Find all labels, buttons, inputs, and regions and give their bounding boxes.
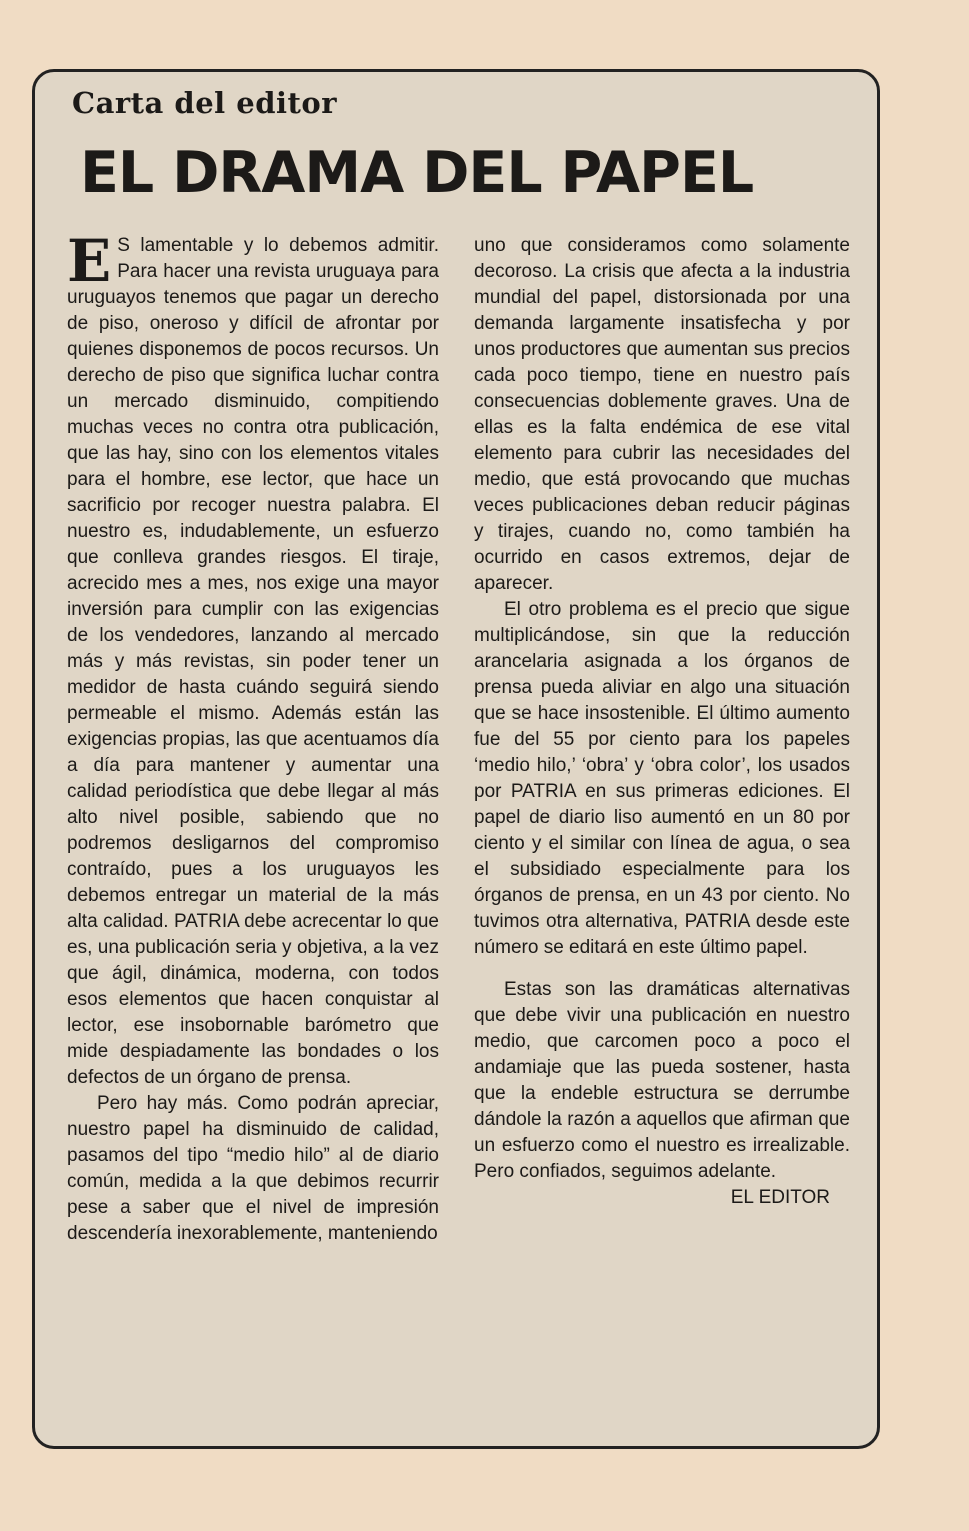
paragraph: uno que consideramos como solamente decoroso. La crisis que afecta a la industria mundial del papel, distorsionada por una demanda largamente insatisfecha y por unos productores que aumentan sus precios cada poco tiempo, tiene en nuestro país consecuencias doblemente graves. Una de ellas es la falta endémica de ese vital elemento para cubrir las necesidades del medio, que está provocando que muchas veces publicaciones deban reducir páginas y tirajes, cuando no, como también ha ocurrido en casos extremos, dejar de aparecer. [474,235,850,594]
paragraph: Pero hay más. Como podrán apreciar, nuestro papel ha disminuido de calidad, pasamos del tipo “medio hilo” al de diario común, medida a la que debimos recurrir pese a saber que el nivel de impresión descendería inexorablemente, manteniendo [67,1093,439,1244]
drop-cap: E [67,227,112,295]
section-kicker: Carta del editor [72,86,338,120]
signature: EL EDITOR [730,1187,830,1208]
left-column [67,227,439,1247]
headline: EL DRAMA DEL PAPEL [80,140,754,206]
paragraph: Estas son las dramáticas alternativas que debe vivir una publicación en nuestro medio, que carcomen poco a poco el andamiaje que las pueda sostener, hasta que la endeble estructura se derrumbe dándole la razón a aquellos que afirman que un esfuerzo como el nuestro es irrealizable. Pero confiados, seguimos adelante. [474,979,850,1182]
paragraph: El otro problema es el precio que sigue multiplicándose, sin que la reducción arancelaria asignada a los órganos de prensa pueda aliviar en algo una situación que se hace insostenible. El último aumento fue del 55 por ciento para los papeles ‘medio hilo,’ ‘obra’ y ‘obra color’, los usados por PATRIA en sus primeras ediciones. El papel de diario liso aumentó en un 80 por ciento y el similar con línea de agua, o sea el subsidiado especialmente para los órganos de prensa, en un 43 por ciento. No tuvimos otra alternativa, PATRIA desde este número se editará en este último papel. [474,599,850,958]
paragraph-text: S lamentable y lo debemos admitir. Para hacer una revista uruguaya para uruguayos tenemos que pagar un derecho de piso, oneroso y difícil de afrontar por quienes disponemos de pocos recursos. Un derecho de piso que significa luchar contra un mercado disminuido, compitiendo muchas veces no contra otra publicación, que las hay, sino con los elementos vitales para el hombre, ese lector, que hace un sacrificio por recoger nuestra palabra. El nuestro es, indudablemente, un esfuerzo que conlleva grandes riesgos. El tiraje, acrecido mes a mes, nos exige una mayor inversión para cumplir con las exigencias de los vendedores, lanzando al mercado más y más revistas, sin poder tener un medidor de hasta cuándo seguirá siendo permeable el mismo. Además están las exigencias propias, las que acentuamos día a día para mantener y aumentar una calidad periodística que debe llegar al más alto nivel posible, sabiendo que no podremos desligarnos del compromiso contraído, pues a los uruguayos les debemos entregar un material de la más alta calidad. PATRIA debe acrecentar lo que es, una publicación seria y objetiva, a la vez que ágil, dinámica, moderna, con todos esos elementos que hacen conquistar al lector, ese insobornable barómetro que mide despiadamente las bondades o los defectos de un órgano de prensa. [67,235,439,1088]
paragraph [67,227,439,1091]
right-column [474,233,850,1211]
